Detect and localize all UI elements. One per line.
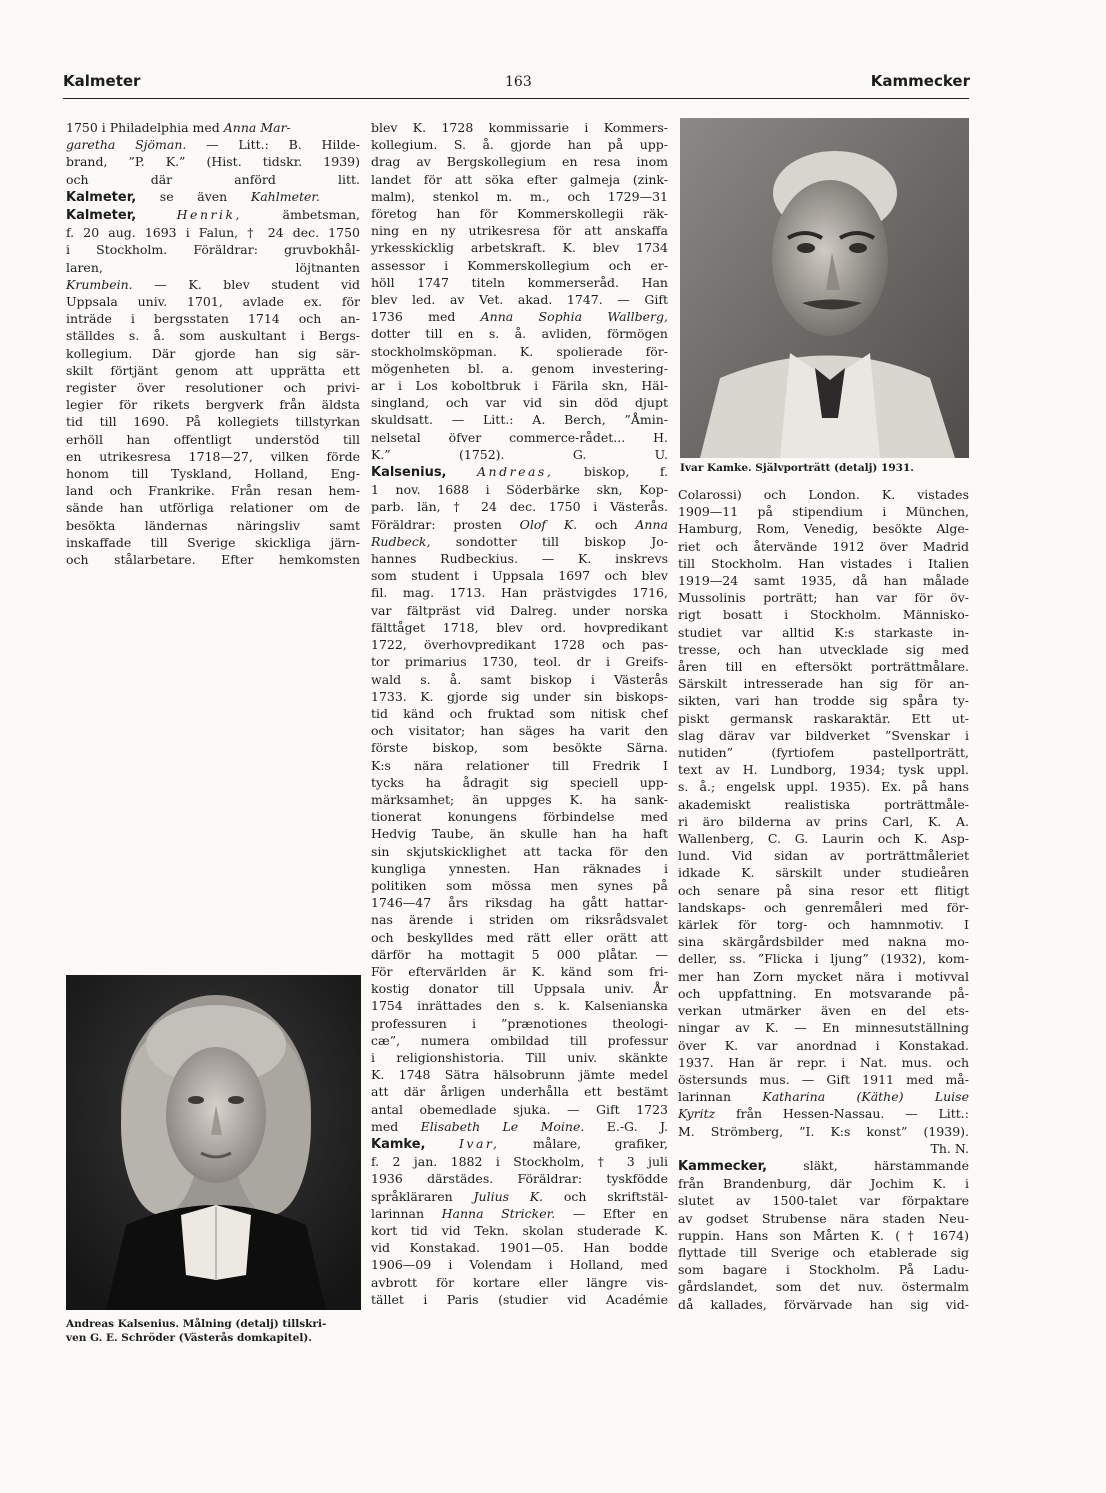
text-line: verkan utmärker även en del ets- [678, 1003, 969, 1019]
text-line: tid till 1690. På kollegiets tillstyrkan [66, 414, 360, 430]
portrait-kamke [680, 118, 969, 458]
text-line: mögenheten bl. a. genom investering- [371, 360, 668, 376]
text-line: från Brandenburg, där Jochim K. i [678, 1176, 969, 1192]
column-1 [66, 119, 360, 568]
text-line: vid Konstakad. 1901—05. Han bodde [371, 1240, 668, 1256]
signature: E.-G. J. [606, 1118, 668, 1134]
col1-lines-c [66, 224, 360, 276]
col2-lines-a [371, 119, 668, 308]
text-line: tionerat konungens förbindelse med [371, 809, 668, 825]
text-line: ningar av K. — En minnesutställning [678, 1020, 969, 1036]
text-fragment: Rudbeck, [371, 533, 431, 549]
text-line [66, 276, 360, 293]
headword: Kamke, [371, 1136, 426, 1152]
text-line: i religionshistoria. Till univ. skänkte [371, 1049, 668, 1065]
text-line: kollegium. S. å. gjorde han på upp- [371, 137, 668, 153]
text-line: stockholmsköpman. K. spolierade för- [371, 343, 668, 359]
text-line: 1733. K. gjorde sig under sin biskops- [371, 688, 668, 704]
col1-lines-b [66, 153, 360, 187]
text-line [371, 308, 668, 325]
col3-lines-a [678, 486, 969, 1088]
portrait-kalsenius [66, 975, 361, 1310]
text-fragment: Kyritz [678, 1106, 716, 1122]
text-line: Hamburg, Rom, Venedig, besökte Alge- [678, 521, 969, 537]
text-line: 1 nov. 1688 i Söderbärke skn, Kop- [371, 482, 668, 498]
text-line: blev led. av Vet. akad. 1747. — Gift [371, 292, 668, 308]
text-line: en utrikesresa 1718—27, vilken förde [66, 448, 360, 464]
col2-lines-g [371, 1222, 668, 1308]
col2-lines-b [371, 325, 668, 445]
caption-kamke: Ivar Kamke. Självporträtt (detalj) 1931. [680, 462, 914, 474]
text-line: brand, ”P. K.” (Hist. tidskr. 1939) [66, 154, 360, 170]
text-line: ri äro bilderna av prins Carl, K. A. [678, 813, 969, 829]
text-line: tresse, och han utvecklade sig med [678, 641, 969, 657]
text-line: text av H. Lundborg, 1934; tysk uppl. [678, 762, 969, 778]
text-line: politiken som mössa men synes på [371, 877, 668, 893]
text-line: rigt bosatt i Stockholm. Människo- [678, 607, 969, 623]
text-fragment: Föräldrar: prosten [371, 516, 502, 532]
text-fragment: Katharina (Käthe) Luise [762, 1089, 969, 1105]
text-line: och visitator; han säges ha varit den [371, 723, 668, 739]
text-line: Mussolinis porträtt; han var för öv- [678, 590, 969, 606]
text-fragment: Krumbein. [66, 276, 133, 292]
text-line: skilt förtjänt genom att upprätta ett [66, 362, 360, 378]
text-line [678, 1157, 969, 1175]
text-line: av godset Strubense nära staden Neu- [678, 1210, 969, 1226]
text-line: företog han för Kommerskollegii räk- [371, 206, 668, 222]
text-fragment: språkläraren [371, 1188, 453, 1204]
text-line: förste biskop, som besökte Särna. [371, 740, 668, 756]
text-line: tycks ha ådragit sig speciell upp- [371, 774, 668, 790]
col3-lines-c [678, 1175, 969, 1313]
text-line [678, 1088, 969, 1105]
text-line: 1937. Han är repr. i Nat. mus. och [678, 1054, 969, 1070]
text-fragment: Olof K. [519, 516, 578, 532]
text-line: och senare på sina resor ett flitigt [678, 882, 969, 898]
text-line: register över resolutioner och privi- [66, 380, 360, 396]
text-line: märksamhet; än uppges K. ha sank- [371, 791, 668, 807]
text-line: För eftervärlden är K. känd som fri- [371, 963, 668, 979]
text-fragment: Kalmeter, [66, 189, 137, 205]
headword: Kalmeter, [66, 208, 137, 224]
text-line: kärlek för torg- och hamnmotiv. I [678, 917, 969, 933]
text-fragment: Julius K. [473, 1188, 544, 1204]
text-line: parb. län, † 24 dec. 1750 i Västerås. [371, 499, 668, 515]
text-line: yrkesskicklig arbetskraft. K. blev 1734 [371, 240, 668, 256]
text-line: över K. var anordnad i Konstakad. [678, 1037, 969, 1053]
text-line: åren till en eftersökt porträttmålare. [678, 659, 969, 675]
col2-lines-d [371, 550, 668, 1118]
text-line [66, 206, 360, 224]
portrait-kalsenius-image [66, 975, 361, 1310]
text-line: blev K. 1728 kommissarie i Kommers- [371, 120, 668, 135]
text-line: slag därav var bildverket ”Svenskar i [678, 727, 969, 743]
text-line: 1919—24 samt 1935, då han målade [678, 573, 969, 589]
text-line: som bagare i Stockholm. På Ladu- [678, 1262, 969, 1278]
text-line: sin skjutskicklighet att tacka för den [371, 843, 668, 859]
text-line [678, 1105, 969, 1122]
text-fragment: — Litt.: B. Hilde- [206, 137, 360, 153]
text-line: och beskylldes med rätt eller orätt att [371, 929, 668, 945]
text-line: kort tid vid Tekn. skolan studerade K. [371, 1223, 668, 1238]
text-line: riet och återvände 1912 över Madrid [678, 538, 969, 554]
text-fragment: målare, grafiker, [533, 1135, 668, 1151]
caption-kalsenius [66, 1318, 366, 1345]
text-fragment: sondotter till biskop Jo- [455, 533, 668, 549]
text-line: cæ”, numera ombildad till professur [371, 1032, 668, 1048]
text-line: land och Frankrike. Från resan hem- [66, 483, 360, 499]
text-fragment: Anna Sophia Wallberg, [480, 309, 668, 325]
text-fragment: Kahlmeter. [250, 188, 320, 204]
text-line [371, 463, 668, 481]
text-line: malm), stenkol m. m., och 1729—31 [371, 188, 668, 204]
text-line: gårdslandet, som det nuv. östermalm [678, 1279, 969, 1295]
text-line: piskt germansk raskaraktär. Ett ut- [678, 710, 969, 726]
text-line: 1909—11 på stipendium i München, [678, 504, 969, 520]
text-fragment: Anna Mar- [223, 120, 291, 135]
text-line: laren, löjtnanten [66, 259, 360, 275]
text-line: legier för rikets bergverk från äldsta [66, 397, 360, 413]
text-line: tid känd och fruktad som nitisk chef [371, 705, 668, 721]
text-line: erhöll han offentligt understöd till [66, 431, 360, 447]
text-line [371, 1205, 668, 1222]
text-line: och stålarbetare. Efter hemkomsten [66, 552, 360, 568]
given-name: Ivar, [458, 1135, 500, 1151]
text-line: assessor i Kommerskollegium och er- [371, 257, 668, 273]
col2-lines-e [371, 1153, 668, 1187]
signature: G. U. [572, 446, 668, 462]
text-line: ställdes s. å. som auskultant i Bergs- [66, 328, 360, 344]
text-line: östersunds mus. — Gift 1911 med må- [678, 1071, 969, 1087]
text-line: kungliga ynnesten. Han räknades i [371, 860, 668, 876]
text-line: som student i Uppsala 1697 och blev [371, 568, 668, 584]
page-number: 163 [505, 74, 532, 90]
caption-line: Andreas Kalsenius. Målning (detalj) tillskri- [66, 1318, 327, 1330]
text-line: ning en ny utrikesresa för att anskaffa [371, 223, 668, 239]
text-line: M. Strömberg, ”I. K:s konst” (1939). [678, 1123, 969, 1139]
text-fragment: garetha Sjöman. [66, 137, 187, 153]
text-line: K. 1748 Sätra hälsobrunn jämte medel [371, 1067, 668, 1083]
text-line: K:s nära relationer till Fredrik I [371, 757, 668, 773]
text-line: singland, och var vid sin död djupt [371, 395, 668, 411]
col3-lines-b [678, 1123, 969, 1140]
given-name: Andreas, [477, 464, 554, 480]
col1-lines-d [66, 293, 360, 568]
text-line: landskaps- och genremåleri med för- [678, 899, 969, 915]
text-line: Uppsala univ. 1701, avlade ex. för [66, 294, 360, 310]
text-line: till Stockholm. Han vistades i Italien [678, 555, 969, 571]
text-line: fil. mag. 1713. Han prästvigdes 1716, [371, 585, 668, 601]
text-fragment: Hanna Stricker. [441, 1205, 556, 1221]
text-line: deller, ss. ”Flicka i ljung” (1932), kom- [678, 951, 969, 967]
headword: Kammecker, [678, 1158, 768, 1174]
text-line: Wallenberg, C. G. Laurin och K. Asp- [678, 831, 969, 847]
text-line: landet för att söka efter galmeja (zink- [371, 171, 668, 187]
text-fragment: biskop, f. [583, 464, 668, 480]
text-line: avbrott för kortare eller längre vis- [371, 1274, 668, 1290]
text-fragment: — Efter en [572, 1205, 668, 1221]
text-line [66, 188, 360, 206]
text-line: idkade K. särskilt under studieåren [678, 865, 969, 881]
column-3 [678, 486, 969, 1313]
text-line: tället i Paris (studier vid Académie [371, 1291, 668, 1307]
text-line: nutiden” (fyrtiofem pastellporträtt, [678, 745, 969, 761]
text-line: besökta ländernas näringsliv samt [66, 517, 360, 533]
text-line [371, 1188, 668, 1205]
text-fragment: ämbetsman, [282, 207, 360, 223]
caption-line: ven G. E. Schröder (Västerås domkapitel). [66, 1331, 312, 1344]
text-line: inträde i bergsstaten 1714 och an- [66, 311, 360, 327]
text-fragment: larinnan [678, 1089, 732, 1105]
text-line: var fältpräst vid Dalreg. under norska [371, 602, 668, 618]
text-line: honom till Tyskland, Holland, Eng- [66, 466, 360, 482]
text-fragment: Elisabeth Le Moine. [420, 1118, 585, 1134]
signature: Th. N. [930, 1140, 969, 1156]
text-line [371, 516, 668, 533]
portrait-kamke-image [680, 118, 969, 458]
text-fragment: larinnan [371, 1205, 425, 1221]
text-line: ruppin. Hans son Mårten K. († 1674) [678, 1227, 969, 1243]
text-line [371, 1135, 668, 1153]
text-line: lund. Vid sidan av porträttmåleriet [678, 848, 969, 864]
text-line: hannes Rudbeckius. — K. inskrevs [371, 551, 668, 567]
text-line: inskaffade till Sverige skickliga järn- [66, 534, 360, 550]
running-head-right: Kammecker [870, 72, 970, 90]
text-line: nelsetal öfver commerce-rådet... H. [371, 429, 668, 445]
text-fragment: K.” (1752). [371, 446, 505, 462]
text-line [66, 136, 360, 153]
text-line: slutet av 1500-talet var förpaktare [678, 1193, 969, 1209]
given-name: Henrik, [176, 207, 243, 223]
text-line: därför ha mottagit 5 000 plåtar. — [371, 946, 668, 962]
text-line: och uppfattning. En motsvarande på- [678, 985, 969, 1001]
text-line: antal obemedlade sjuka. — Gift 1723 [371, 1101, 668, 1117]
text-line: sina skärgårdsbilder med nakna mo- [678, 934, 969, 950]
text-line: wald s. å. samt biskop i Västerås [371, 671, 668, 687]
text-fragment: och skriftstäl- [563, 1188, 668, 1204]
text-line: Colarossi) och London. K. vistades [678, 487, 969, 502]
text-line: f. 20 aug. 1693 i Falun, † 24 dec. 1750 [66, 225, 360, 241]
running-head-left: Kalmeter [63, 72, 141, 90]
text-line: professuren i ”prænotiones theologi- [371, 1015, 668, 1031]
text-line: mer han Zorn mycket nära i motivval [678, 968, 969, 984]
col1-lines-a [66, 119, 360, 136]
text-line: att där årligen underhålla ett bestämt [371, 1084, 668, 1100]
text-line: s. å.; engelsk uppl. 1935). Ex. på hans [678, 779, 969, 795]
text-line: f. 2 jan. 1882 i Stockholm, † 3 juli [371, 1154, 668, 1170]
column-2 [371, 119, 668, 1308]
text-line: 1936 därstädes. Föräldrar: tyskfödde [371, 1171, 668, 1187]
headword: Kalsenius, [371, 465, 447, 481]
text-line: sikten, vari han trodde sig spåra ty- [678, 693, 969, 709]
text-line: drag av Bergskollegium en resa inom [371, 154, 668, 170]
header-rule [63, 98, 969, 99]
text-line: 1906—09 i Volendam i Holland, med [371, 1257, 668, 1273]
text-line: kostig donator till Uppsala univ. År [371, 981, 668, 997]
text-line: sände han utförliga relationer om de [66, 500, 360, 516]
text-fragment: — K. blev student vid [154, 276, 360, 292]
text-line: ar i Los koboltbruk i Färila skn, Häl- [371, 378, 668, 394]
text-line [371, 1118, 668, 1135]
text-line [678, 1140, 969, 1157]
text-line: dotter till en s. å. avliden, förmögen [371, 326, 668, 342]
text-line [371, 446, 668, 463]
text-line [371, 533, 668, 550]
text-line: studiet var alltid K:s starkaste in- [678, 624, 969, 640]
text-line: nas ärende i striden om riksrådsvalet [371, 912, 668, 928]
text-fragment: 1736 med [371, 309, 456, 325]
text-fragment: från Hessen-Nassau. — Litt.: [735, 1106, 969, 1122]
text-fragment: 1750 i Philadelphia med [66, 120, 220, 135]
text-line: kollegium. Där gjorde han sig sär- [66, 345, 360, 361]
text-fragment: släkt, härstammande [803, 1157, 969, 1173]
text-fragment: Anna [635, 516, 668, 532]
text-line: 1746—47 års riksdag ha gått hattar- [371, 895, 668, 911]
text-fragment: se även [159, 188, 228, 204]
text-line: flyttade till Sverige och etablerade sig [678, 1244, 969, 1260]
text-fragment: med [371, 1118, 399, 1134]
col2-lines-c [371, 481, 668, 515]
text-line: då kallades, förvärvade han sig vid- [678, 1296, 969, 1312]
text-line: tor primarius 1730, teol. dr i Greifs- [371, 654, 668, 670]
text-line: Särskilt intresserade han sig för an- [678, 676, 969, 692]
text-line: 1722, överhovpredikant 1728 och pas- [371, 637, 668, 653]
text-line: 1754 inrättades den s. k. Kalsenianska [371, 998, 668, 1014]
text-line: skuldsatt. — Litt.: A. Berch, ”Åmin- [371, 412, 668, 428]
text-line: fälttåget 1718, blev ord. hovpredikant [371, 619, 668, 635]
text-fragment: och [594, 516, 618, 532]
text-line: Hedvig Taube, än skulle han ha haft [371, 826, 668, 842]
text-line: och där anförd litt. [66, 171, 360, 187]
text-line: höll 1747 titeln kommerseråd. Han [371, 274, 668, 290]
text-line: akademiskt realistiska porträttmåle- [678, 796, 969, 812]
text-line: i Stockholm. Föräldrar: gruvbokhål- [66, 242, 360, 258]
